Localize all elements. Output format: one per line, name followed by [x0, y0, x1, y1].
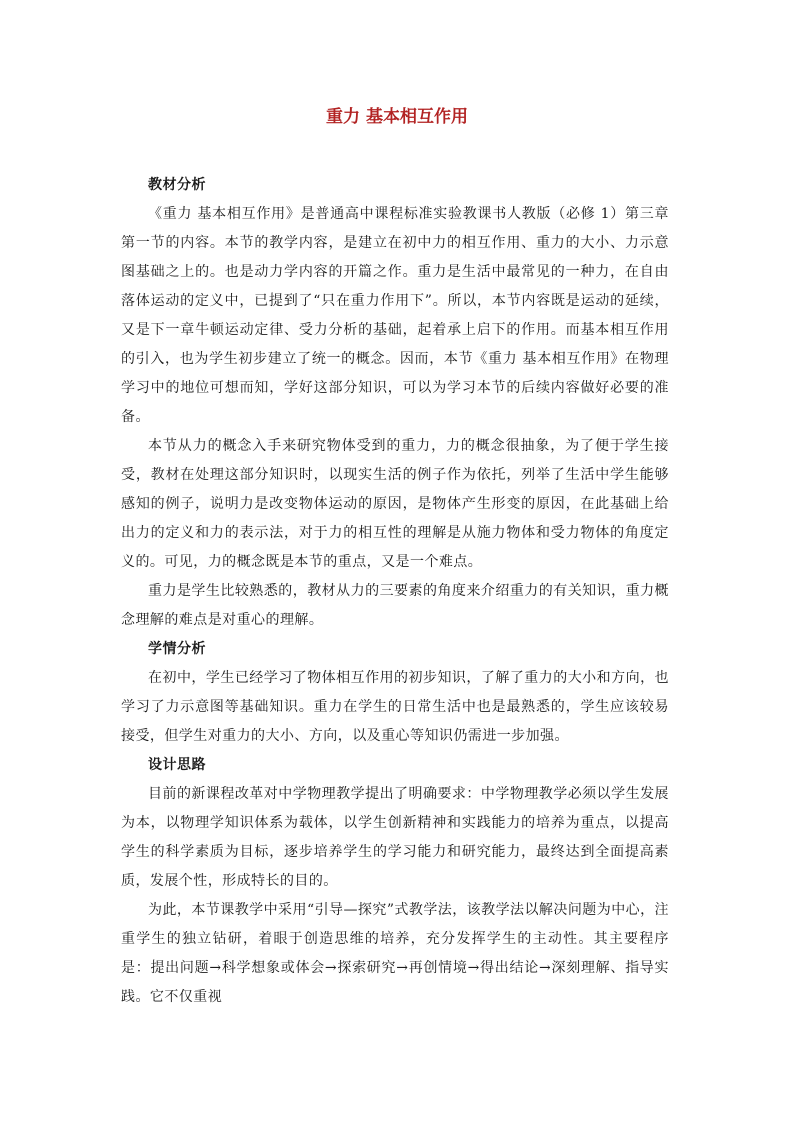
section-heading: 设计思路 [148, 757, 206, 773]
paragraph: 《重力 基本相互作用》是普通高中课程标准实验教课书人教版（必修 1）第三章第一节的内容。本节的教学内容，是建立在初中力的相互作用、重力的大小、力示意图基础之上的。也是动力学内容的开篇之作。重力是生活中最常见的一种力，在自由落体运动的定义中，已提到了“只在重力作用下”。所以，本节内容既是运动的延续，又是下一章牛顿运动定律、受力分析的基础，起着承上启下的作用。而基本相互作用的引入，也为学生初步建立了统一的概念。因而，本节《重力 基本相互作用》在物理学习中的地位可想而知，学好这部分知识，可以为学习本节的后续内容做好必要的准备。 [121, 206, 669, 425]
paragraph: 重力是学生比较熟悉的，教材从力的三要素的角度来介绍重力的有关知识，重力概念理解的难点是对重心的理解。 [121, 583, 669, 628]
paragraph: 为此，本节课教学中采用“引导—探究”式教学法，该教学法以解决问题为中心，注重学生的独立钻研，着眼于创造思维的培养，充分发挥学生的主动性。其主要程序是：提出问题→科学想象或体会→探索研究→再创情境→得出结论→深刻理解、指导实践。它不仅重视 [121, 902, 669, 1005]
section-heading: 学情分析 [148, 641, 206, 657]
paragraph: 本节从力的概念入手来研究物体受到的重力，力的概念很抽象，为了便于学生接受，教材在处理这部分知识时，以现实生活的例子作为依托，列举了生活中学生能够感知的例子，说明力是改变物体运动的原因，是物体产生形变的原因，在此基础上给出力的定义和力的表示法，对于力的相互性的理解是从施力物体和受力物体的角度定义的。可见，力的概念既是本节的重点，又是一个难点。 [121, 438, 669, 570]
section-textbook-analysis [121, 171, 669, 635]
section-student-analysis [121, 635, 669, 751]
section-design-approach [121, 751, 669, 1012]
paragraph: 在初中，学生已经学习了物体相互作用的初步知识，了解了重力的大小和方向，也学习了力示意图等基础知识。重力在学生的日常生活中也是最熟悉的，学生应该较易接受，但学生对重力的大小、方向，以及重心等知识仍需进一步加强。 [121, 670, 669, 744]
section-heading: 教材分析 [148, 177, 206, 193]
document-body [121, 171, 669, 1012]
page-title: 重力 基本相互作用 [326, 107, 468, 127]
paragraph: 目前的新课程改革对中学物理教学提出了明确要求：中学物理教学必须以学生发展为本，以物理学知识体系为载体，以学生创新精神和实践能力的培养为重点，以提高学生的科学素质为目标，逐步培养学生的学习能力和研究能力，最终达到全面提高素质，发展个性，形成特长的目的。 [121, 786, 669, 889]
